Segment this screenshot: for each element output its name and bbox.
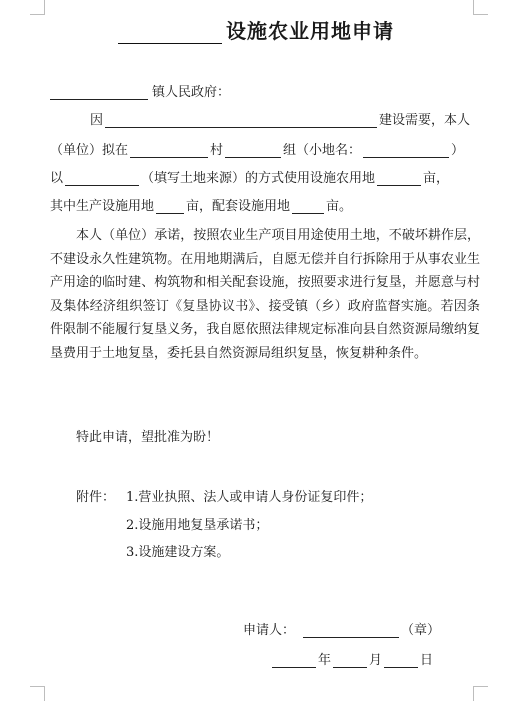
month-blank[interactable]: [333, 651, 367, 668]
area-a: 其中生产设施用地: [50, 199, 155, 214]
date-line: [272, 646, 433, 668]
document-title: [118, 18, 394, 44]
reason-prefix: 因: [90, 113, 104, 128]
salutation-line: [50, 78, 230, 100]
source-line: [50, 164, 449, 186]
crop-mark: [30, 686, 45, 701]
project-blank[interactable]: [105, 111, 377, 128]
area-c: 亩。: [326, 199, 353, 214]
reason-line: [90, 106, 470, 128]
attachment-item-2: 2.设施用地复垦承诺书；: [126, 518, 269, 533]
year-blank[interactable]: [272, 651, 316, 668]
source-a: 以: [50, 171, 64, 186]
request-paragraph: [50, 426, 480, 450]
promise-text: 本人（单位）承诺，按照农业生产项目用途使用土地，不破坏耕作层，不建设永久性建筑物。在用地期满后，自愿无偿并自行拆除用于从事农业生产用途的临时建、构筑物和相关配套设施，按照要求进行复垦，并愿意与村及集体经济组织签订《复垦协议书》、接受镇（乡）政府监督实施。若因条件限制不能履行复垦义务，我自愿依照法律规定标准向县自然资源局缴纳复垦费用于土地复垦，委托县自然资源局组织复垦，恢复耕种条件。: [50, 228, 480, 361]
day-blank[interactable]: [384, 651, 418, 668]
production-area-blank[interactable]: [156, 197, 184, 214]
promise-paragraph: [50, 224, 480, 366]
applicant-blank[interactable]: [303, 621, 399, 638]
group-blank[interactable]: [225, 141, 281, 158]
location-line: [50, 136, 464, 158]
area-b: 亩，配套设施用地: [186, 199, 291, 214]
town-blank[interactable]: [50, 83, 148, 100]
location-d: ）: [451, 143, 465, 158]
day-label: 日: [420, 653, 434, 668]
total-area-blank[interactable]: [377, 169, 421, 186]
attachments-label: 附件：: [76, 490, 116, 505]
area-line: [50, 192, 352, 214]
request-text: 特此申请，望批准为盼！: [76, 430, 220, 445]
location-a: （单位）拟在: [50, 143, 129, 158]
year-label: 年: [318, 653, 332, 668]
location-b: 村: [210, 143, 224, 158]
source-b: （填写土地来源）的方式使用设施农用地: [141, 171, 376, 186]
village-blank[interactable]: [130, 141, 208, 158]
salutation: 镇人民政府：: [152, 85, 231, 100]
crop-mark: [473, 0, 488, 15]
crop-mark: [30, 0, 45, 15]
crop-mark: [473, 686, 488, 701]
applicant-line: [243, 616, 440, 638]
reason-suffix: 建设需要，本人: [379, 113, 471, 128]
seal-label: （章）: [401, 623, 441, 638]
month-label: 月: [369, 653, 383, 668]
attachment-item-3: 3.设施建设方案。: [126, 545, 230, 560]
place-name-blank[interactable]: [363, 141, 449, 158]
supporting-area-blank[interactable]: [292, 197, 324, 214]
applicant-label: 申请人：: [243, 623, 296, 638]
title-blank[interactable]: [118, 21, 222, 44]
source-c: 亩，: [423, 171, 450, 186]
location-c: 组（小地名：: [283, 143, 362, 158]
title-text: 设施农业用地申请: [226, 19, 394, 43]
land-source-blank[interactable]: [65, 169, 139, 186]
attachment-item-1: 1.营业执照、法人或申请人身份证复印件；: [126, 490, 373, 505]
